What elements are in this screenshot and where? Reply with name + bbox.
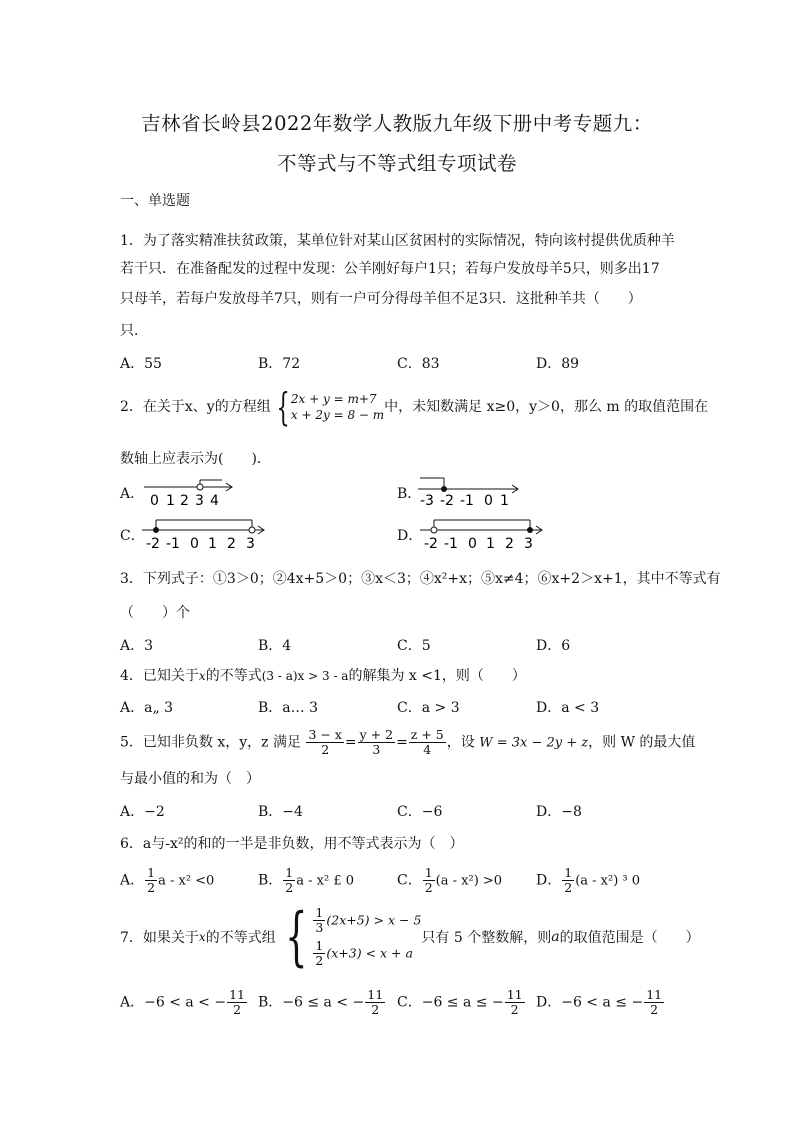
q7-b-frac [365, 988, 385, 1017]
q2-prefix: 2．在关于x、y的方程组 [120, 399, 271, 415]
q4-option-d[interactable]: D．a < 3 [536, 700, 600, 716]
q5-suffix: ，则 W 的最大值 [588, 734, 696, 751]
q5-frac3 [409, 728, 446, 757]
q1-line4: 只． [120, 323, 148, 339]
q6-b-half [283, 866, 295, 895]
q2-brace: { [276, 385, 290, 429]
q4-line1 [120, 665, 526, 685]
section-heading: 一、单选题 [120, 193, 190, 209]
q2b-tick-3: 0 [484, 493, 493, 507]
q2c-tick-0: -2 [146, 536, 160, 550]
q7-suffix2: 的取值范围是（ ） [559, 930, 700, 946]
q1-line3: 只母羊，若每户发放母羊7只，则有一户可分得母羊但不足3只．这批种羊共（ ） [120, 291, 642, 307]
q7-d-expr: D．−6 < a ≤ − [536, 994, 644, 1011]
q7-c-expr: C．−6 ≤ a ≤ − [397, 994, 504, 1011]
q7-row1-frac [313, 906, 325, 935]
q1-option-a[interactable]: A．55 [120, 356, 162, 372]
q2-option-a-numberline[interactable] [142, 475, 242, 507]
q6-c-letter: C． [397, 872, 422, 889]
q7-system [312, 906, 421, 968]
q6-c-half [423, 866, 435, 895]
q5-line1: 5．已知非负数 x，y，z 满足 $\frac{3 - x}{2}$ = $\frac{y + 2}{3}$ = $\frac{z + 5}{4}$ ，设 W = 3x − 2y + z，则 W 的最大值 [120, 727, 696, 757]
q4-option-c[interactable]: C．a > 3 [397, 700, 460, 716]
q4-suffix: 的解集为 x <1，则（ ） [348, 668, 526, 684]
q3-option-b[interactable]: B．4 [258, 638, 292, 654]
q2-option-c-numberline[interactable] [140, 516, 270, 550]
q5-option-d[interactable]: D．−8 [536, 804, 582, 820]
q6-b-expr: a - x² £ 0 [296, 873, 355, 889]
q6-a-half [145, 866, 157, 895]
q7-row2-frac-num: 1 [315, 938, 324, 953]
q7-var-a: a [551, 929, 560, 945]
q5-option-c[interactable]: C．−6 [397, 804, 443, 820]
q7-a-frac-den: 2 [233, 1002, 242, 1017]
q7-b-frac-num: 11 [367, 987, 384, 1002]
q2d-tick-3: 1 [486, 536, 495, 550]
q7-a-frac [227, 988, 247, 1017]
q6-a-half-num: 1 [147, 865, 156, 880]
q7-prefix: 7．如果关于 [120, 930, 199, 946]
q1-option-d[interactable]: D．89 [536, 356, 580, 372]
q7-b-frac-den: 2 [371, 1002, 380, 1017]
q2a-tick-4: 4 [210, 493, 219, 507]
q2d-tick-2: 0 [468, 536, 477, 550]
q7-c-frac-num: 11 [506, 987, 523, 1002]
q4-mid: 的不等式 [205, 668, 262, 684]
q6-d-half-den: 2 [564, 880, 573, 895]
q7-a-frac-num: 11 [229, 987, 245, 1002]
q5-frac1-num: 3 − x [308, 727, 342, 742]
q6-d-half [562, 866, 574, 895]
q6-c-half-den: 2 [424, 880, 433, 895]
q5-line2: 与最小值的和为（ ） [120, 771, 260, 787]
q7-brace: { [284, 900, 308, 974]
q2-eq2: x + 2y = 8 − m [290, 408, 385, 422]
q7-c-frac [505, 988, 525, 1017]
q2a-tick-0: 0 [150, 493, 159, 507]
q7-row1-frac-num: 1 [315, 905, 324, 920]
q7-row2 [312, 939, 421, 968]
q4-prefix: 4．已知关于 [120, 668, 199, 684]
q2c-tick-5: 3 [246, 536, 255, 550]
q1-line2: 若干只．在准备配发的过程中发现：公羊刚好每户1只；若每户发放母羊5只，则多出17 [120, 261, 660, 277]
q7-a-expr: A．−6 < a < − [120, 994, 227, 1011]
q2d-tick-1: -1 [444, 536, 458, 550]
q7-var-x: x [198, 930, 206, 944]
q2-option-d-numberline[interactable] [418, 516, 548, 550]
q3-option-d[interactable]: D．6 [536, 638, 571, 654]
q2-system [291, 391, 384, 423]
q5-option-b[interactable]: B．−4 [258, 804, 303, 820]
q3-line2: （ ）个 [120, 605, 190, 621]
q6-line1: 6．a与-x²的和的一半是非负数，用不等式表示为（ ） [120, 836, 464, 852]
q4-option-b[interactable]: B．a… 3 [258, 700, 318, 716]
q6-b-half-den: 2 [285, 880, 294, 895]
q5-frac1-den: 2 [321, 742, 330, 757]
q7-mid: 的不等式组 [205, 930, 276, 946]
page-title-line2: 不等式与不等式组专项试卷 [276, 152, 517, 175]
q7-option-a[interactable] [120, 988, 248, 1017]
q6-option-b[interactable] [258, 866, 354, 895]
q1-line1: 1．为了落实精准扶贫政策，某单位针对某山区贫困村的实际情况，特向该村提供优质种羊 [120, 233, 675, 249]
q4-var-x: x [198, 669, 206, 683]
q6-option-a[interactable] [120, 866, 214, 895]
q4-option-a[interactable]: A．a„ 3 [120, 700, 174, 716]
q7-c-frac-den: 2 [510, 1002, 519, 1017]
q2-option-b-label[interactable]: B． [397, 486, 422, 502]
q2a-tick-1: 1 [166, 493, 175, 507]
q2b-tick-0: -3 [420, 493, 434, 507]
q3-option-a[interactable]: A．3 [120, 638, 154, 654]
q7-row2-frac [313, 939, 325, 968]
q7-option-c[interactable] [397, 988, 526, 1017]
q7-row2-expr: (x+3) < x + a [326, 945, 413, 961]
q7-option-d[interactable] [536, 988, 665, 1017]
q2-suffix: 中，未知数满足 x≥0，y＞0，那么 m 的取值范围在 [384, 399, 709, 415]
q2-option-c-label[interactable]: C． [120, 528, 145, 544]
q2c-tick-2: 0 [190, 536, 199, 550]
q7-row2-frac-den: 2 [315, 953, 324, 968]
q6-b-half-num: 1 [285, 865, 294, 880]
q2d-tick-5: 3 [524, 536, 533, 550]
q6-d-expr: (a - x²) ³ 0 [575, 873, 641, 889]
q6-d-letter: D． [536, 872, 562, 889]
q2b-tick-2: -1 [460, 493, 474, 507]
q2d-tick-0: -2 [424, 536, 438, 550]
q4-expression: (3 - a)x > 3 - a [261, 669, 349, 683]
q5-frac3-num: z + 5 [410, 727, 444, 742]
q5-frac2-num: y + 2 [359, 727, 394, 742]
q1-option-b[interactable]: B．72 [258, 356, 301, 372]
q2-line2: 数轴上应表示为( )． [120, 451, 271, 467]
q7-b-expr: B．−6 ≤ a < − [258, 994, 365, 1011]
q1-option-c[interactable]: C．83 [397, 356, 440, 372]
q6-option-c[interactable] [397, 866, 502, 895]
q6-option-d[interactable] [536, 866, 640, 895]
q3-option-c[interactable]: C．5 [397, 638, 431, 654]
q2-line1 [120, 385, 709, 429]
q5-frac2-den: 3 [372, 742, 381, 757]
q7-row1-frac-den: 3 [315, 920, 324, 935]
q7-d-frac-num: 11 [646, 987, 663, 1002]
q2a-tick-2: 2 [180, 493, 189, 507]
q7-option-b[interactable] [258, 988, 386, 1017]
q6-a-letter: A． [120, 872, 145, 889]
q2-option-b-numberline[interactable] [416, 475, 526, 507]
q5-option-a[interactable]: A．−2 [120, 804, 165, 820]
q5-frac1 [306, 728, 343, 757]
q7-suffix: 只有 5 个整数解，则 [421, 930, 552, 946]
q6-a-expr: a - x² <0 [158, 873, 215, 889]
q6-c-half-num: 1 [424, 865, 433, 880]
q5-frac3-den: 4 [423, 742, 432, 757]
q7-row1 [312, 906, 421, 935]
q5-frac2 [358, 728, 395, 757]
q6-a-half-den: 2 [147, 880, 156, 895]
q7-d-frac-den: 2 [650, 1002, 659, 1017]
q7-line1 [120, 900, 700, 974]
q2c-tick-4: 2 [227, 536, 236, 550]
q2-option-a-label[interactable]: A． [120, 486, 145, 502]
q2a-tick-3: 3 [195, 493, 204, 507]
page-title-line1: 吉林省长岭县2022年数学人教版九年级下册中考专题九： [141, 112, 653, 135]
q2-eq1: 2x + y = m+7 [290, 392, 377, 406]
q6-d-half-num: 1 [564, 865, 573, 880]
q5-mid: ，设 [446, 734, 475, 751]
q3-line1: 3．下列式子：①3＞0；②4x+5＞0；③x＜3；④x²+x；⑤x≠4；⑥x+2＞x+1，其中不等式有 [120, 571, 721, 587]
q2-option-d-label[interactable]: D． [397, 528, 423, 544]
q2c-tick-1: -1 [166, 536, 180, 550]
q2c-tick-3: 1 [208, 536, 217, 550]
q5-w-expression: W = 3x − 2y + z [479, 735, 589, 751]
q7-d-frac [644, 988, 664, 1017]
q5-prefix: 5．已知非负数 x，y，z 满足 [120, 734, 301, 751]
q2b-tick-4: 1 [500, 493, 509, 507]
q2b-tick-1: -2 [440, 493, 454, 507]
q6-b-letter: B． [258, 872, 283, 889]
q2d-tick-4: 2 [505, 536, 514, 550]
q7-row1-expr: (2x+5) > x − 5 [326, 912, 422, 928]
q6-c-expr: (a - x²) >0 [435, 873, 503, 889]
